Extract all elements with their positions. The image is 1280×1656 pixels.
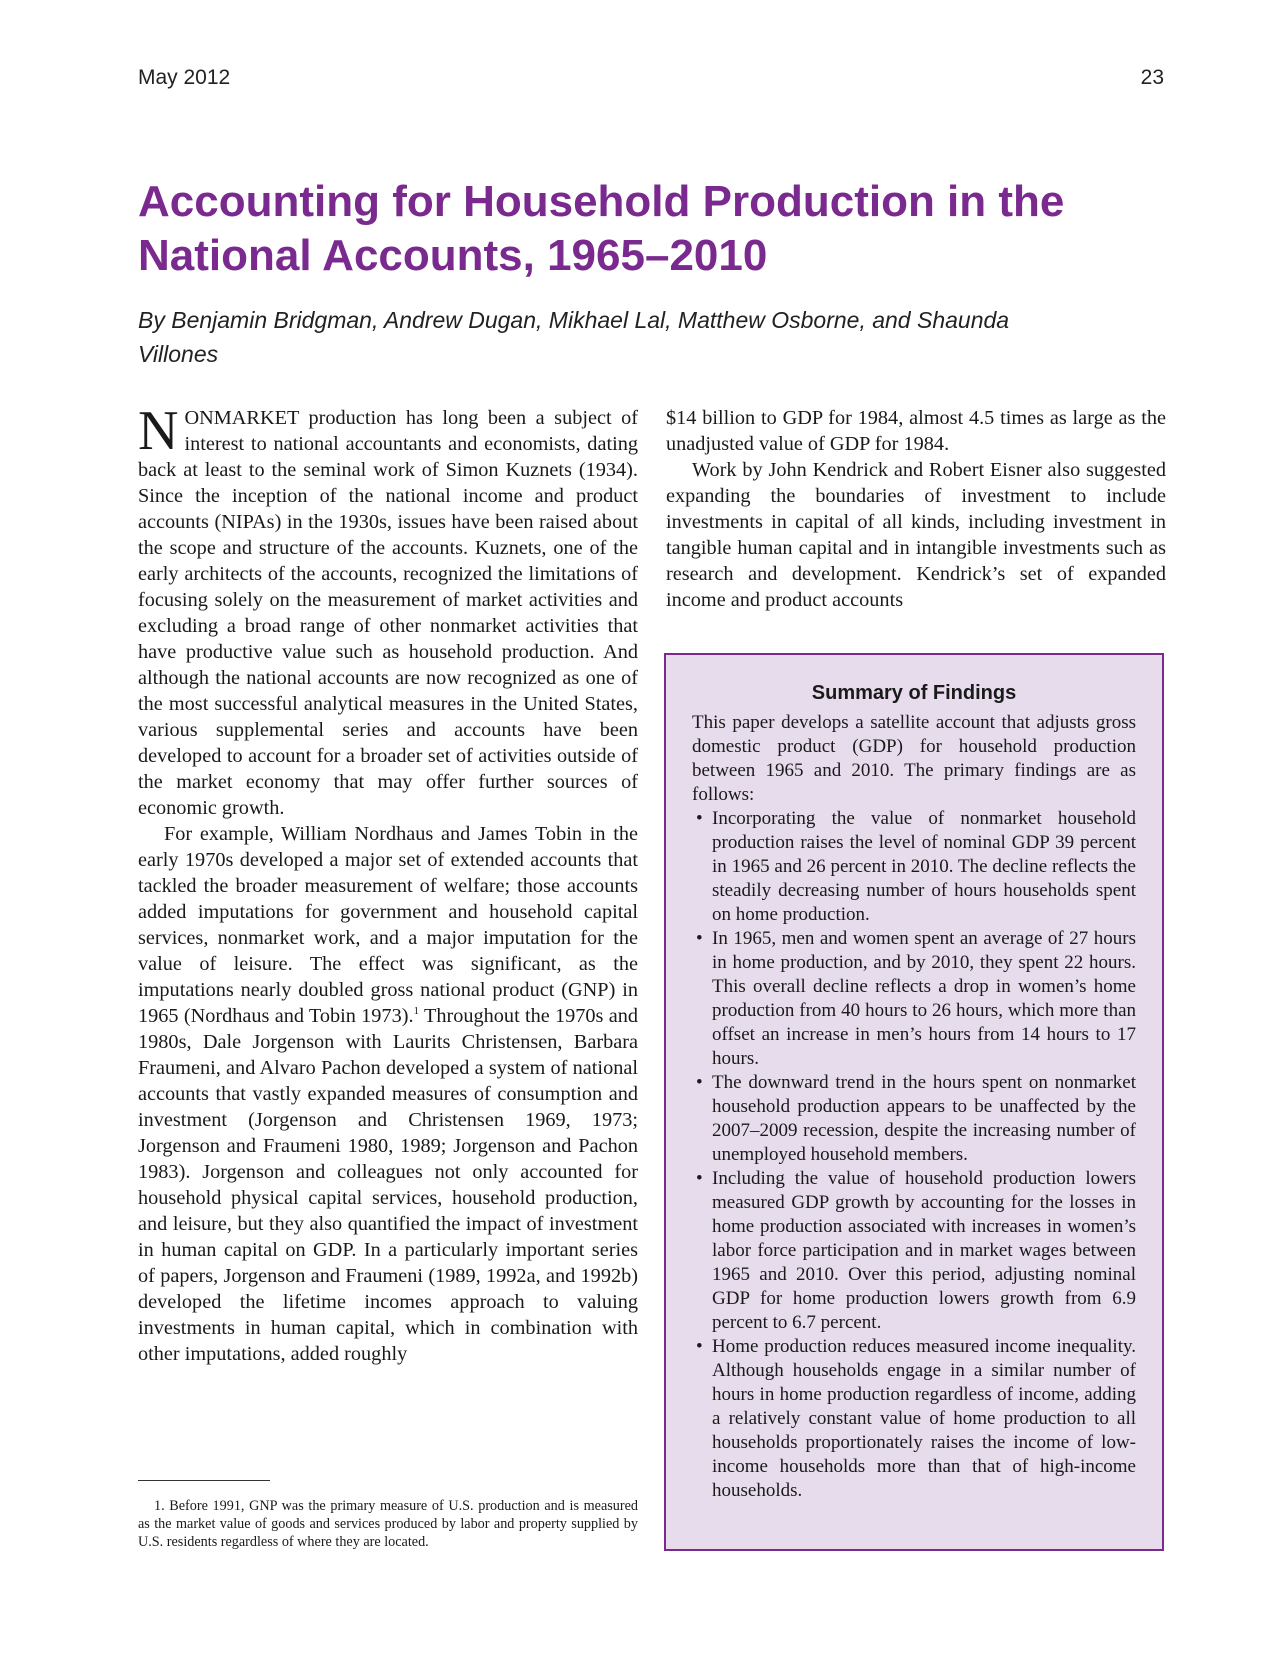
article-title: Accounting for Household Production in the National Accounts, 1965–2010	[138, 177, 1065, 280]
bullet-icon: •	[696, 1072, 703, 1093]
bullet-icon: •	[696, 1336, 703, 1357]
footnote: 1. Before 1991, GNP was the primary measure of U.S. production and is measured as the market value of goods and services produced by labor and property supplied by U.S. residents regardless of where they are located.	[138, 1498, 638, 1550]
byline: By Benjamin Bridgman, Andrew Dugan, Mikhael Lal, Matthew Osborne, and Shaunda Villones	[138, 307, 1010, 367]
finding-text: Including the value of household production lowers measured GDP growth by accounting for the losses in home production associated with increases in women’s labor force participation and in market wages between 1965 and 2010. Over this period, adjusting nominal GDP for home production lowers growth from 6.9 percent to 6.7 percent.	[712, 1168, 1136, 1333]
bullet-icon: •	[696, 1168, 703, 1189]
paragraph-2-text-a: For example, William Nordhaus and James Tobin in the early 1970s developed a major set of extended accounts that tackled the broader measurement of welfare; those accounts added imputations for government and household capital services, nonmarket work, and a major imputation for the value of leisure. The effect was significant, as the imputations nearly doubled gross national product (GNP) in 1965 (Nordhaus and Tobin 1973).	[138, 823, 638, 1027]
running-head	[138, 66, 1164, 90]
finding-item	[692, 807, 1136, 927]
finding-text: Incorporating the value of nonmarket household production raises the level of nominal GDP 39 percent in 1965 and 26 percent in 2010. The decline reflects the steadily decreasing number of hours households spent on home production.	[712, 808, 1136, 925]
summary-title: Summary of Findings	[811, 682, 1017, 704]
issue-date: May 2012	[138, 66, 231, 89]
paragraph-2-text-b: Throughout the 1970s and 1980s, Dale Jorgenson with Laurits Christensen, Barbara Fraumeni, and Alvaro Pachon developed a system of national accounts that vastly expanded measures of consumption and investment (Jorgenson and Christensen 1969, 1973; Jorgenson and Fraumeni 1980, 1989; Jorgenson and Pachon 1983). Jorgenson and colleagues not only accounted for household physical capital services, household production, and leisure, but they also quantified the impact of investment in human capital on GDP. In a particularly important series of papers, Jorgenson and Fraumeni (1989, 1992a, and 1992b) developed the lifetime incomes approach to valuing investments in human capital, which in combination with other imputations, added roughly	[138, 1005, 638, 1365]
finding-text: In 1965, men and women spent an average of 27 hours in home production, and by 2010, they spent 22 hours. This overall decline reflects a drop in women’s home production from 40 hours to 26 hours, which more than offset an increase in men’s hours from 14 hours to 17 hours.	[712, 928, 1136, 1069]
paragraph-1-text: ONMARKET production has long been a subject of interest to national accountants and economists, dating back at least to the seminal work of Simon Kuznets (1934). Since the inception of the national income and product accounts (NIPAs) in the 1930s, issues have been raised about the scope and structure of the accounts. Kuznets, one of the early architects of the accounts, recognized the limitations of focusing solely on the measurement of market activities and excluding a broad range of other nonmarket activities that have productive value such as household production. And although the national accounts are now recognized as one of the most successful analytical measures in the United States, various supplemental series and accounts have been developed to account for a broader set of activities outside of the market economy that may offer further sources of economic growth.	[138, 407, 638, 819]
finding-item	[692, 927, 1136, 1071]
drop-cap: N	[138, 400, 179, 462]
findings-list	[692, 807, 1136, 1503]
summary-intro: This paper develops a satellite account that adjusts gross domestic product (GDP) for household production between 1965 and 2010. The primary findings are as follows:	[692, 712, 1136, 805]
finding-text: Home production reduces measured income inequality. Although households engage in a similar number of hours in home production regardless of income, adding a relatively constant value of home production to all households proportionately raises the income of low-income households more than that of high-income households.	[712, 1336, 1136, 1501]
summary-box	[664, 653, 1164, 1551]
finding-item	[692, 1167, 1136, 1335]
paragraph-3: $14 billion to GDP for 1984, almost 4.5 times as large as the unadjusted value of GDP for 1984.	[666, 407, 1166, 455]
finding-item	[692, 1335, 1136, 1503]
footnote-rule	[138, 1480, 270, 1481]
page-number: 23	[1140, 66, 1164, 89]
paragraph-1	[138, 400, 638, 821]
bullet-icon: •	[696, 808, 703, 829]
paragraph-4: Work by John Kendrick and Robert Eisner also suggested expanding the boundaries of investment to include investments in capital of all kinds, including investment in tangible human capital and in intangible investments such as research and development. Kendrick’s set of expanded income and product accounts	[666, 459, 1166, 611]
right-column	[666, 405, 1166, 613]
bullet-icon: •	[696, 928, 703, 949]
finding-text: The downward trend in the hours spent on nonmarket household production appears to be unaffected by the 2007–2009 recession, despite the increasing number of unemployed household members.	[712, 1072, 1136, 1165]
footnote-marker: 1	[413, 1005, 420, 1018]
paragraph-2	[138, 821, 638, 1367]
left-column	[138, 400, 638, 1367]
finding-item	[692, 1071, 1136, 1167]
